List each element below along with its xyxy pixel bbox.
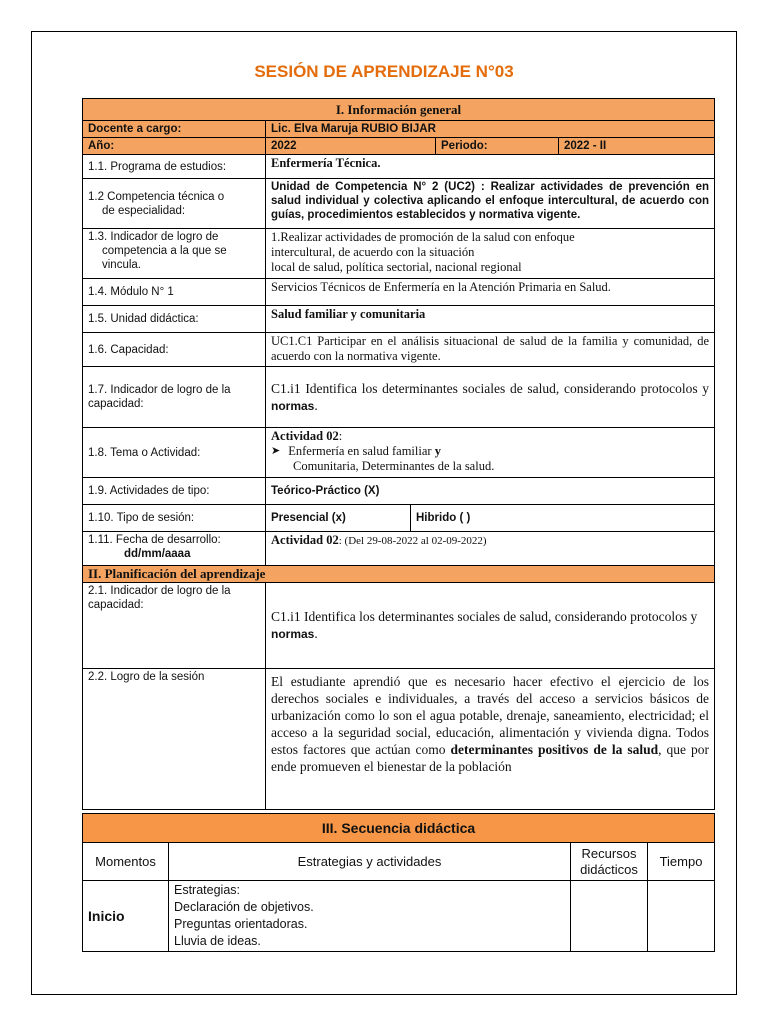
indicador-capacidad-value (266, 367, 715, 428)
unidad-value: Salud familiar y comunitaria (266, 306, 715, 333)
inicio-estrategias (169, 881, 571, 952)
inicio-tiempo (648, 881, 715, 952)
tema-value (266, 428, 715, 478)
indicador-logro-label: 2.1. Indicador de logro de la capacidad: (83, 583, 266, 669)
indicador-line3: local de salud, política sectorial, nacional regional (271, 260, 522, 274)
tipo-label: 1.10. Tipo de sesión: (83, 505, 266, 532)
ind-text: C1.i1 Identifica los determinantes sociales de salud, considerando protocolos y (271, 609, 698, 624)
col-recursos: Recursos didácticos (571, 843, 648, 881)
anio-value: 2022 (266, 138, 436, 155)
indicador-line1: 1.Realizar actividades de promoción de la salud con enfoque (271, 230, 575, 244)
tema-actividad: Actividad 02 (271, 429, 339, 443)
fecha-value (266, 532, 715, 566)
indicador-line2: intercultural, de acuerdo con la situación (271, 245, 475, 259)
inicio-label: Inicio (83, 881, 169, 952)
logro-text: El estudiante aprendió que es necesario hacer efectivo el ejercicio de los derechos sociales e individuales, a través del acceso a servicios básicos de urbanización como lo son el agua potable, drenaje, saneamiento, electricidad; el acceso a la seguridad social, educación, alimentación y vivienda digna. Todos estos factores que actúan como (271, 674, 710, 757)
fecha-label-line2: dd/mm/aaaa (124, 548, 191, 560)
section2-header: II. Planificación del aprendizaje (83, 566, 715, 583)
col-estrategias: Estrategias y actividades (169, 843, 571, 881)
logro-suffix: , que por ende promueven el bienestar de la población (271, 742, 710, 774)
programa-label: 1.1. Programa de estudios: (83, 155, 266, 179)
logro-sesion-value (266, 669, 715, 810)
modulo-value: Servicios Técnicos de Enfermería en la Atención Primaria en Salud. (266, 279, 715, 306)
inicio-item: Estrategias: (174, 883, 241, 897)
anio-label: Año: (83, 138, 266, 155)
tema-label: 1.8. Tema o Actividad: (83, 428, 266, 478)
indcap-bold: normas (271, 398, 315, 413)
fecha-label-line1: 1.11. Fecha de desarrollo: (88, 534, 221, 546)
page-title: SESIÓN DE APRENDIZAJE N°03 (254, 62, 514, 81)
indicador-label-line2: competencia a la que se vincula. (102, 245, 227, 271)
fecha-label (83, 532, 266, 566)
actividades-value: Teórico-Práctico (X) (266, 478, 715, 505)
col-momentos: Momentos (83, 843, 169, 881)
indicador-label-line1: 1.3. Indicador de logro de (88, 231, 219, 243)
actividades-label: 1.9. Actividades de tipo: (83, 478, 266, 505)
logro-bold: determinantes positivos de la salud (450, 742, 659, 757)
unidad-label: 1.5. Unidad didáctica: (83, 306, 266, 333)
indicador-capacidad-label: 1.7. Indicador de logro de la capacidad: (83, 367, 266, 428)
indcap-text: C1.i1 Identifica los determinantes sociales de salud, considerando protocolos y (271, 380, 710, 396)
periodo-value: 2022 - II (559, 138, 715, 155)
inicio-item: Declaración de objetivos. (174, 900, 314, 914)
info-table (82, 98, 715, 810)
inicio-item: Preguntas orientadoras. (174, 917, 308, 931)
inicio-recursos (571, 881, 648, 952)
tipo-hibrido: Hibrido ( ) (411, 505, 715, 532)
programa-value: Enfermería Técnica. (266, 155, 715, 179)
ind-suffix: . (314, 626, 318, 641)
docente-label: Docente a cargo: (83, 121, 266, 138)
fecha-rango: : (Del 29-08-2022 al 02-09-2022) (338, 535, 487, 547)
ind-bold: normas (271, 627, 315, 641)
col-tiempo: Tiempo (648, 843, 715, 881)
tipo-presencial: Presencial (x) (266, 505, 411, 532)
tema-colon: : (338, 429, 343, 443)
sequence-table (82, 813, 715, 952)
competencia-value: Unidad de Competencia N° 2 (UC2) : Realizar actividades de prevención en salud individual y colectiva aplicando el enfoque intercultural, de acuerdo con guías, procedimientos establecidos y normativa vigente. (266, 179, 715, 229)
indcap-suffix: . (314, 397, 318, 413)
docente-value: Lic. Elva Maruja RUBIO BIJAR (266, 121, 715, 138)
indicador-competencia-value (266, 229, 715, 279)
competencia-label-line2: de especialidad: (102, 204, 186, 217)
competencia-label (83, 179, 266, 229)
tema-bullet-line2: Comunitaria, Determinantes de la salud. (293, 459, 495, 473)
section3-header: III. Secuencia didáctica (83, 814, 715, 843)
tema-bullet-bold: y (434, 444, 441, 458)
fecha-actividad: Actividad 02 (271, 533, 339, 547)
competencia-label-line1: 1.2 Competencia técnica o (88, 190, 225, 203)
periodo-label: Periodo: (436, 138, 559, 155)
inicio-item: Lluvia de ideas. (174, 934, 261, 948)
capacidad-value: UC1.C1 Participar en el análisis situacional de salud de la familia y comunidad, de acuerdo con la normativa vigente. (266, 333, 715, 367)
section1-header: I. Información general (83, 99, 715, 121)
modulo-label: 1.4. Módulo N° 1 (83, 279, 266, 306)
tema-bullet-text: Enfermería en salud familiar (288, 444, 435, 458)
capacidad-label: 1.6. Capacidad: (83, 333, 266, 367)
indicador-logro-value (266, 583, 715, 669)
arrow-bullet-icon: ➤ (271, 445, 281, 457)
logro-sesion-label: 2.2. Logro de la sesión (83, 669, 266, 810)
indicador-competencia-label (83, 229, 266, 279)
